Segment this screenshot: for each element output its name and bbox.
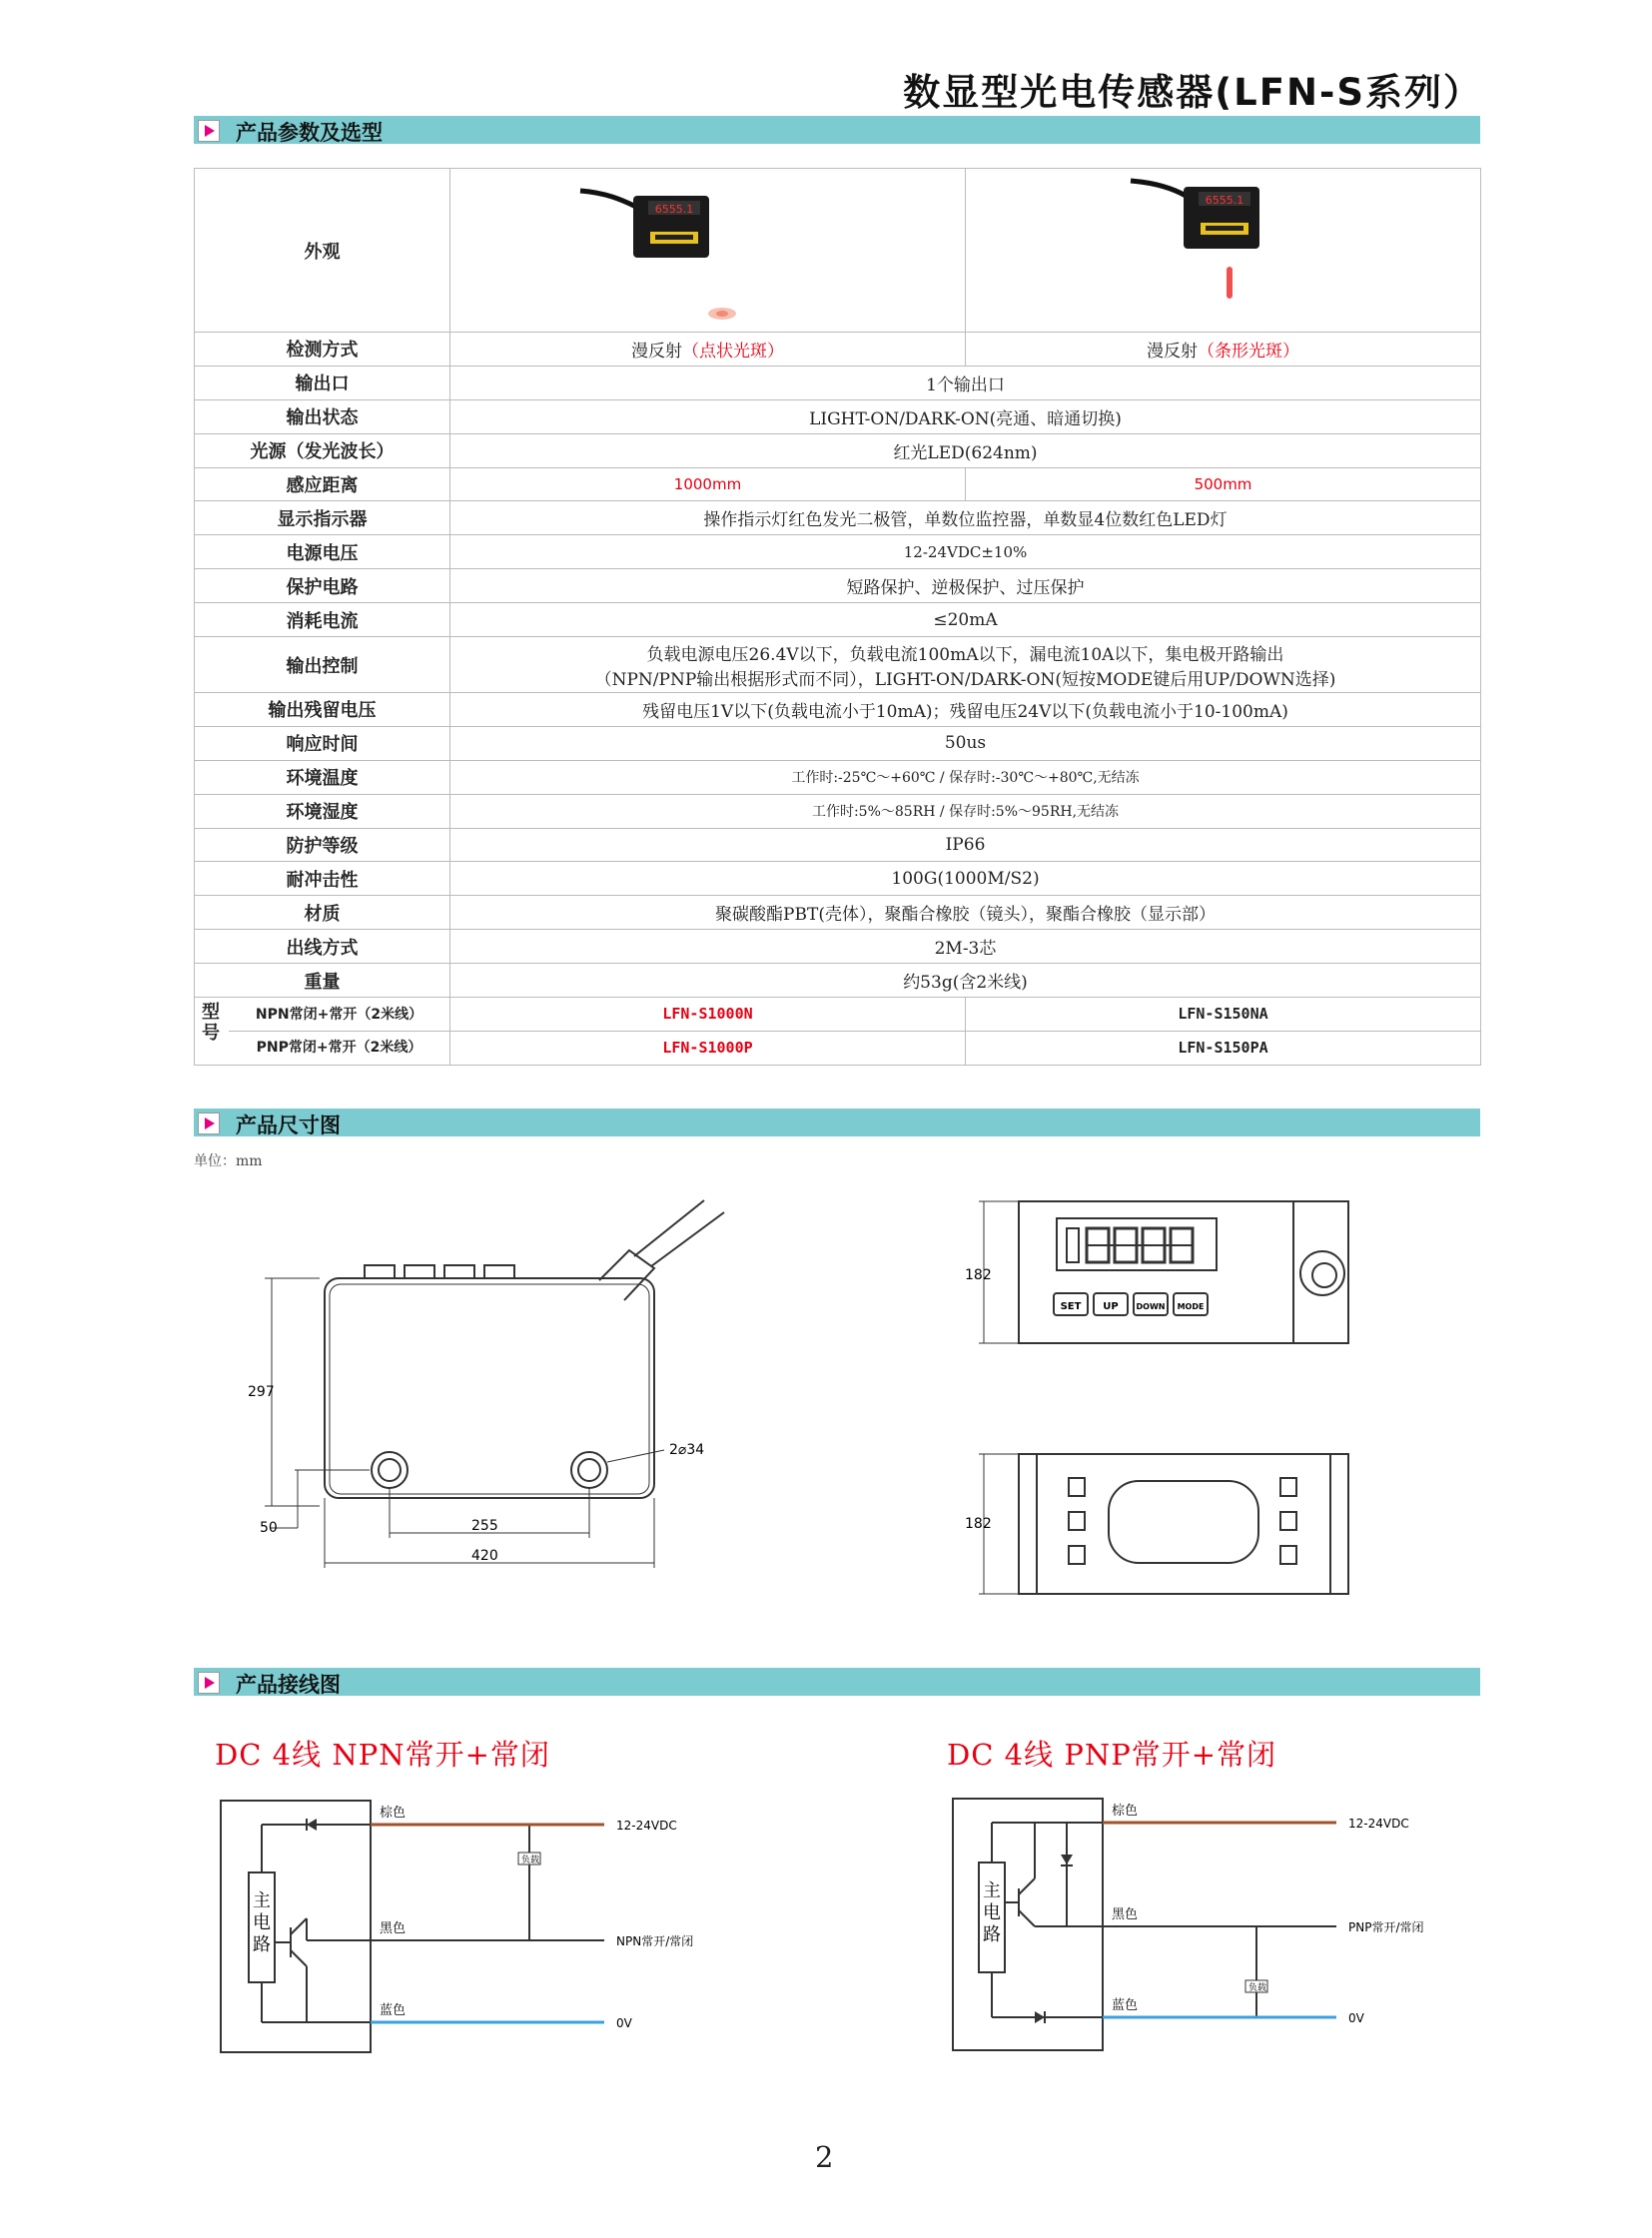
spec-label: 电源电压 xyxy=(195,535,450,569)
svg-text:电: 电 xyxy=(253,1912,271,1933)
sensor-display-text: 6555.1 xyxy=(1205,194,1244,207)
dim-back-height: 182 xyxy=(965,1516,992,1532)
play-icon xyxy=(198,1113,220,1134)
model-label: 型号 xyxy=(202,1002,220,1045)
main-circuit-label xyxy=(983,1880,1001,1945)
wire-blue-label: 蓝色 xyxy=(1112,1998,1139,2013)
table-row xyxy=(195,433,1481,467)
table-row xyxy=(195,726,1481,760)
spec-value xyxy=(966,333,1481,367)
table-row xyxy=(195,828,1481,862)
spec-value xyxy=(450,637,1481,693)
spec-value-text: 聚碳酸酯PBT(壳体），聚酯合橡胶（镜头），聚酯合橡胶（显示部） xyxy=(715,905,1216,926)
spec-value-text: 操作指示灯红色发光二极管，单数位监控器，单数显4位数红色LED灯 xyxy=(703,510,1228,531)
dimension-drawing-front xyxy=(959,1193,1398,1368)
unit-label: 单位：mm xyxy=(194,1153,263,1169)
model-number: LFN-S1000P xyxy=(450,1031,966,1065)
spec-label: 环境湿度 xyxy=(195,794,450,828)
model-number: LFN-S150PA xyxy=(966,1031,1481,1065)
svg-text:主: 主 xyxy=(253,1890,271,1911)
button-down-label: DOWN xyxy=(1136,1302,1166,1311)
spec-value xyxy=(450,896,1481,930)
spec-value-text: 50us xyxy=(944,733,987,754)
table-row xyxy=(195,896,1481,930)
wire-black-label: 黑色 xyxy=(380,1921,407,1936)
model-type: NPN常闭+常开（2米线） xyxy=(229,999,449,1032)
spec-value-text: 12-24VDC±10% xyxy=(903,542,1028,561)
spec-value xyxy=(450,964,1481,998)
spec-label: 保护电路 xyxy=(195,569,450,603)
spec-value-text: LIGHT-ON/DARK-ON(亮通、暗通切换) xyxy=(809,408,1122,429)
sensor-image-spot xyxy=(450,169,966,332)
spec-label: 重量 xyxy=(195,964,450,998)
spec-value xyxy=(450,501,1481,535)
wire-blue-label: 蓝色 xyxy=(380,2003,407,2018)
table-row-model xyxy=(195,998,1481,1032)
spec-value xyxy=(450,433,1481,467)
table-row-appearance xyxy=(195,169,1481,333)
model-label-cell xyxy=(195,998,450,1066)
segment-display xyxy=(1067,1228,1193,1262)
spec-value: 1000mm xyxy=(450,467,966,501)
button-set-label: SET xyxy=(1060,1301,1082,1312)
spec-label: 响应时间 xyxy=(195,726,450,760)
appearance-label: 外观 xyxy=(195,169,450,333)
page-title: 数显型光电传感器(LFN-S系列） xyxy=(903,71,1482,114)
wiring-diagram-npn xyxy=(215,1793,734,2062)
load-label: 负载 xyxy=(521,1856,540,1865)
wiring-diagram-pnp xyxy=(947,1793,1466,2062)
svg-text:路: 路 xyxy=(253,1934,271,1955)
spec-value-text: 2M-3芯 xyxy=(934,939,997,960)
output-label: NPN常开/常闭 xyxy=(616,1934,694,1948)
spec-value-text: ≤20mA xyxy=(933,609,998,630)
spec-label: 感应距离 xyxy=(195,467,450,501)
dimension-drawing-back xyxy=(959,1446,1398,1606)
play-icon xyxy=(198,1672,220,1694)
spec-value xyxy=(450,760,1481,794)
section-title-params: 产品参数及选型 xyxy=(236,121,383,145)
wiring-title-npn: DC 4线 NPN常开+常闭 xyxy=(215,1738,550,1772)
zero-volt-label: 0V xyxy=(616,2016,632,2030)
spec-value-text: 100G(1000M/S2) xyxy=(891,868,1040,889)
sensor-display-text: 6555.1 xyxy=(654,203,694,216)
table-row xyxy=(195,333,1481,367)
table-row xyxy=(195,862,1481,896)
spec-value-text: IP66 xyxy=(945,835,986,856)
spec-value xyxy=(450,603,1481,637)
dim-offset: 50 xyxy=(260,1520,278,1536)
table-row xyxy=(195,467,1481,501)
table-row xyxy=(195,930,1481,964)
wire-black-label: 黑色 xyxy=(1112,1907,1139,1922)
svg-text:主: 主 xyxy=(983,1880,1001,1901)
spec-value-text: 工作时:5%～85RH / 保存时:5%～95RH,无结冻 xyxy=(811,804,1120,821)
output-label: PNP常开/常闭 xyxy=(1348,1920,1424,1934)
spec-label: 消耗电流 xyxy=(195,603,450,637)
section-title-wiring: 产品接线图 xyxy=(236,1673,341,1697)
model-number: LFN-S1000N xyxy=(450,998,966,1032)
spec-value-highlight: （点状光斑） xyxy=(682,341,784,362)
page-number: 2 xyxy=(815,2140,834,2174)
sensor-image-bar xyxy=(966,169,1481,332)
supply-label: 12-24VDC xyxy=(1348,1817,1409,1831)
dim-front-height: 182 xyxy=(965,1267,992,1283)
button-mode-label: MODE xyxy=(1177,1302,1205,1311)
spec-label: 检测方式 xyxy=(195,333,450,367)
spec-value-text: 负载电源电压26.4V以下，负载电流100mA以下，漏电流10A以下，集电极开路输出 xyxy=(646,644,1284,665)
main-circuit-label xyxy=(253,1890,271,1955)
section-title-dimensions: 产品尺寸图 xyxy=(236,1114,341,1137)
spec-table xyxy=(194,168,1481,1066)
table-row xyxy=(195,964,1481,998)
spec-value-text: （NPN/PNP输出根据形式而不同），LIGHT-ON/DARK-ON(短按MODE键后用UP/DOWN选择) xyxy=(594,669,1336,690)
spec-value-text: 红光LED(624nm) xyxy=(893,442,1038,463)
table-row xyxy=(195,794,1481,828)
spec-value-text: 约53g(含2米线) xyxy=(903,973,1028,994)
table-row xyxy=(195,569,1481,603)
spec-label: 防护等级 xyxy=(195,828,450,862)
wiring-title-pnp: DC 4线 PNP常开+常闭 xyxy=(947,1738,1277,1772)
spec-label: 环境温度 xyxy=(195,760,450,794)
spec-value xyxy=(450,794,1481,828)
spec-label: 输出状态 xyxy=(195,399,450,433)
table-row xyxy=(195,366,1481,399)
spec-value-text: 1个输出口 xyxy=(926,374,1005,395)
appearance-image-2 xyxy=(966,169,1481,333)
spec-label: 输出控制 xyxy=(195,637,450,693)
spec-value xyxy=(450,333,966,367)
button-up-label: UP xyxy=(1103,1301,1119,1312)
wire-brown-label: 棕色 xyxy=(380,1806,407,1821)
spec-value xyxy=(450,726,1481,760)
table-row xyxy=(195,693,1481,727)
load-label: 负载 xyxy=(1248,1983,1267,1993)
play-icon xyxy=(198,120,220,142)
dim-hole: 2⌀34 xyxy=(669,1442,705,1458)
spec-value xyxy=(450,828,1481,862)
spec-value-text: 漫反射 xyxy=(1147,341,1198,362)
spec-value xyxy=(450,535,1481,569)
spec-value-highlight: （条形光斑） xyxy=(1198,341,1299,362)
spec-value xyxy=(450,569,1481,603)
spec-label: 材质 xyxy=(195,896,450,930)
section-bar-dimensions xyxy=(194,1109,1480,1136)
spec-value-text: 工作时:-25℃～+60℃ / 保存时:-30℃～+80℃,无结冻 xyxy=(791,770,1140,787)
spec-value-text: 残留电压1V以下(负载电流小于10mA)；残留电压24V以下(负载电流小于10-100mA) xyxy=(642,701,1288,722)
spec-value-text: 漫反射 xyxy=(631,341,682,362)
table-row xyxy=(195,760,1481,794)
model-type: PNP常闭+常开（2米线） xyxy=(256,1039,422,1056)
wire-brown-label: 棕色 xyxy=(1112,1804,1139,1819)
spec-value xyxy=(450,366,1481,399)
table-row xyxy=(195,501,1481,535)
spec-value-text: 短路保护、逆极保护、过压保护 xyxy=(846,578,1085,599)
svg-text:电: 电 xyxy=(983,1902,1001,1923)
spec-value xyxy=(450,693,1481,727)
section-bar-params xyxy=(194,116,1480,144)
table-row xyxy=(195,637,1481,693)
spec-value xyxy=(450,399,1481,433)
spec-value: 500mm xyxy=(966,467,1481,501)
spec-value xyxy=(450,930,1481,964)
model-number: LFN-S150NA xyxy=(966,998,1481,1032)
zero-volt-label: 0V xyxy=(1348,2011,1364,2025)
spec-label: 输出口 xyxy=(195,366,450,399)
spec-label: 输出残留电压 xyxy=(195,693,450,727)
dim-hole-spacing: 255 xyxy=(471,1518,498,1534)
spec-label: 耐冲击性 xyxy=(195,862,450,896)
spec-label: 光源（发光波长） xyxy=(195,433,450,467)
spec-label: 出线方式 xyxy=(195,930,450,964)
spec-label: 显示指示器 xyxy=(195,501,450,535)
table-row xyxy=(195,603,1481,637)
table-row xyxy=(195,535,1481,569)
section-bar-wiring xyxy=(194,1668,1480,1696)
table-row xyxy=(195,399,1481,433)
appearance-image-1 xyxy=(450,169,966,333)
dimension-drawing-side xyxy=(240,1188,759,1588)
dim-height: 297 xyxy=(248,1384,275,1400)
dim-width: 420 xyxy=(471,1548,498,1564)
spec-value xyxy=(450,862,1481,896)
svg-text:路: 路 xyxy=(983,1924,1001,1945)
supply-label: 12-24VDC xyxy=(616,1819,677,1833)
